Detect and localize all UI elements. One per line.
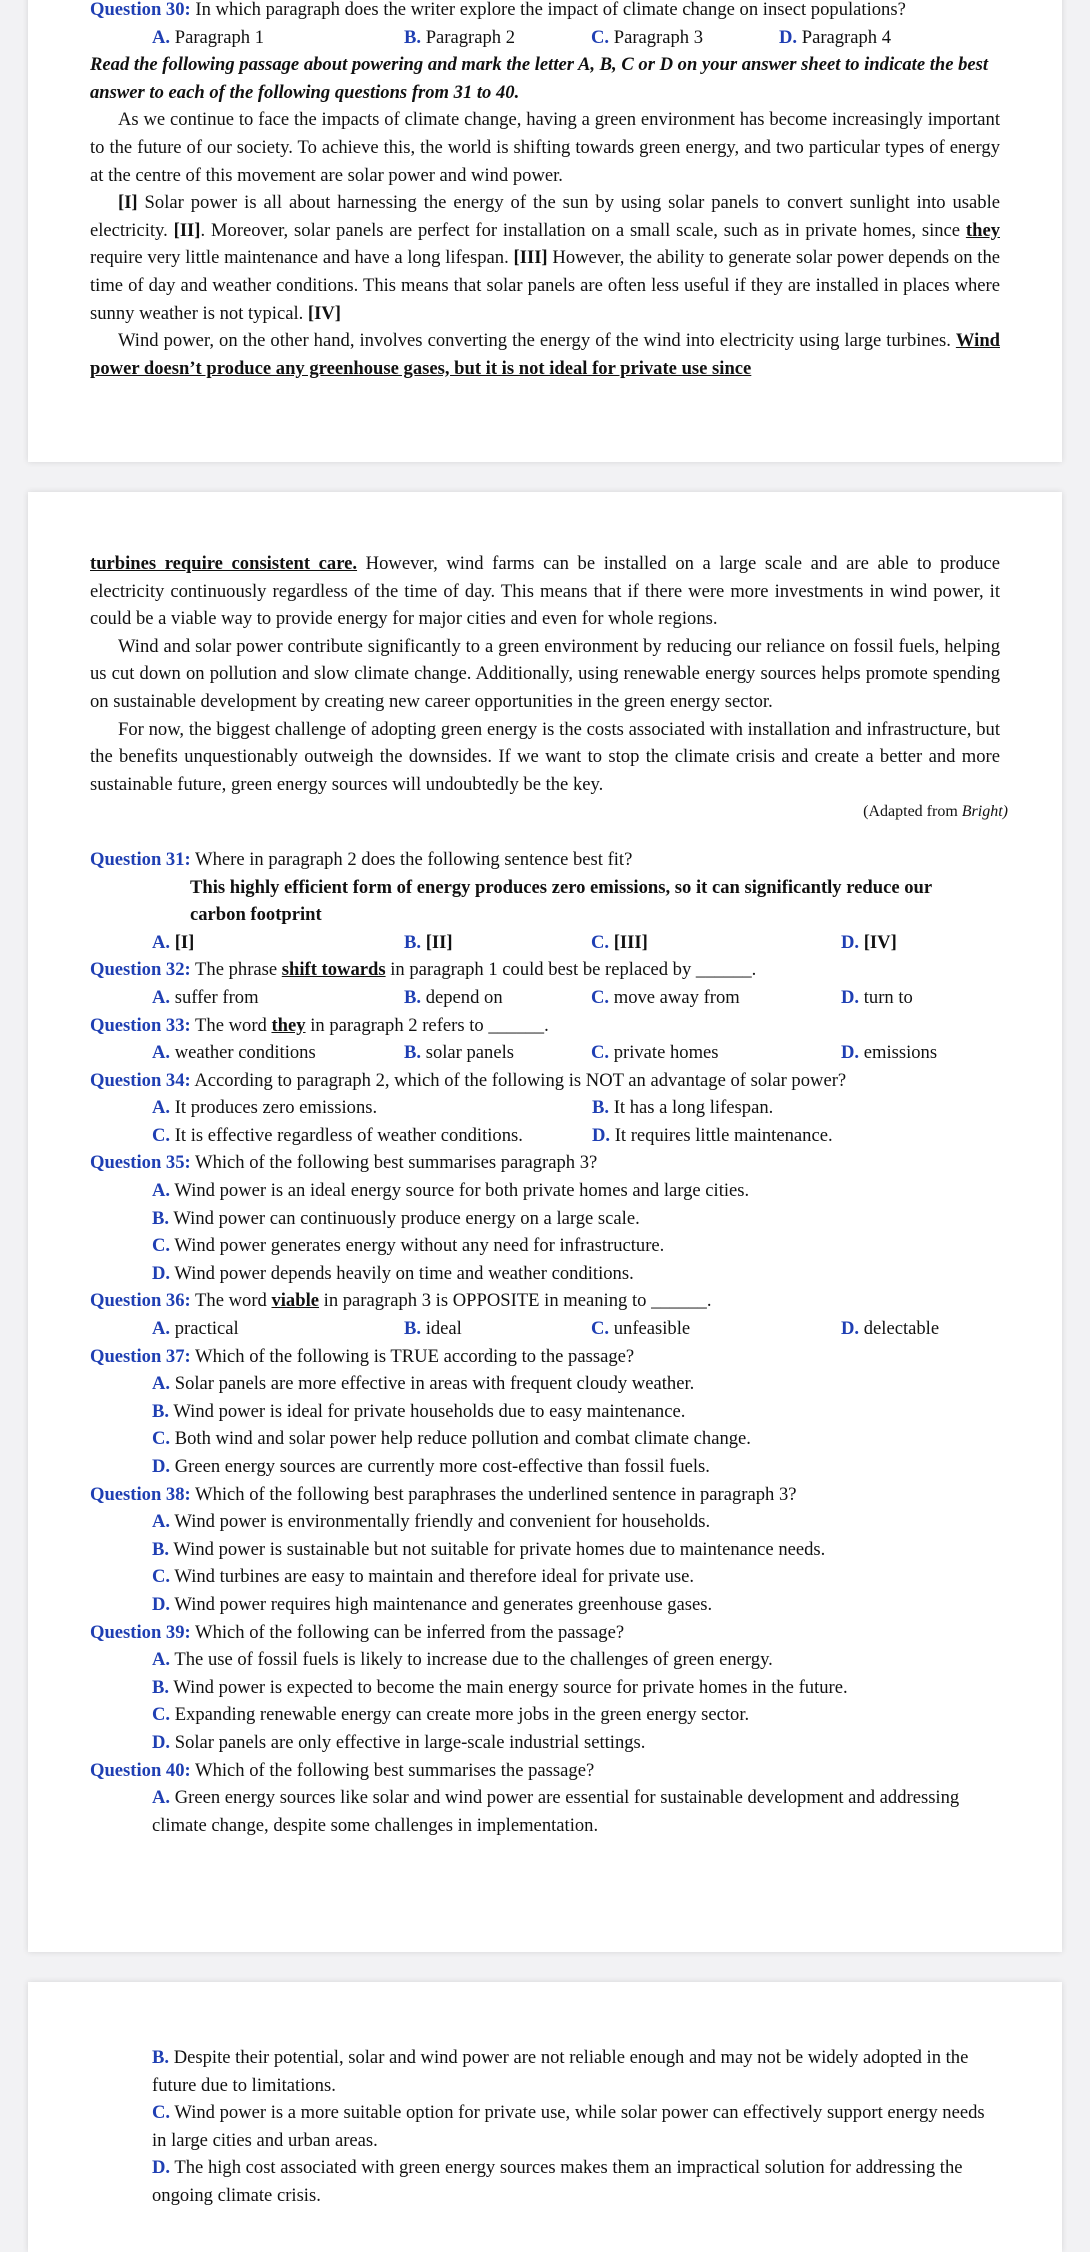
question-38: Question 38: Which of the following best paraphrases the underlined sentence in paragraph 3?: [90, 1483, 797, 1505]
q31-insert-sentence: This highly efficient form of energy produces zero emissions, so it can significantly reduce our carbon footprint: [190, 876, 932, 926]
question-39: Question 39: Which of the following can be inferred from the passage?: [90, 1621, 625, 1643]
q40-option-c[interactable]: C. Wind power is a more suitable option for private use, while solar power can effectively support energy needs in large cities and urban areas.: [152, 2102, 985, 2151]
q31-option-a[interactable]: A. [I]: [152, 931, 195, 953]
q31-options: [90, 929, 1000, 957]
q36-option-c[interactable]: C. unfeasible: [591, 1318, 691, 1340]
page-2: [28, 492, 1062, 1952]
q34-option-b[interactable]: B. It has a long lifespan.: [592, 1097, 774, 1119]
q35-option-b[interactable]: B. Wind power can continuously produce energy on a large scale.: [152, 1207, 640, 1229]
question-32: Question 32: The phrase shift towards in paragraph 1 could best be replaced by ______.: [90, 959, 757, 981]
q39-option-a[interactable]: A. The use of fossil fuels is likely to increase due to the challenges of green energy.: [152, 1649, 773, 1671]
question-30: Question 30: In which paragraph does the writer explore the impact of climate change on insect populations?: [90, 0, 906, 20]
q33-options: [90, 1039, 1000, 1067]
q34-options-row-1: [90, 1094, 1000, 1122]
q37-option-b[interactable]: B. Wind power is ideal for private households due to easy maintenance.: [152, 1400, 686, 1422]
q36-options: [90, 1315, 1000, 1343]
q36-option-a[interactable]: A. practical: [152, 1318, 239, 1340]
q33-option-c[interactable]: C. private homes: [591, 1042, 719, 1064]
q30-option-a[interactable]: A. Paragraph 1: [152, 26, 265, 48]
q31-option-c[interactable]: C. [III]: [591, 931, 648, 953]
q32-option-b[interactable]: B. depend on: [404, 986, 503, 1008]
q34-option-c[interactable]: C. It is effective regardless of weather conditions.: [152, 1124, 523, 1146]
q40-option-d[interactable]: D. The high cost associated with green energy sources makes them an impractical solution for addressing the ongoing climate crisis.: [152, 2157, 963, 2206]
q40-option-b[interactable]: B. Despite their potential, solar and wind power are not reliable enough and may not be widely adopted in the future due to limitations.: [152, 2047, 969, 2096]
q33-option-d[interactable]: D. emissions: [841, 1042, 938, 1064]
q33-option-b[interactable]: B. solar panels: [404, 1042, 515, 1064]
q36-option-d[interactable]: D. delectable: [841, 1318, 940, 1340]
q32-option-d[interactable]: D. turn to: [841, 986, 913, 1008]
q37-option-c[interactable]: C. Both wind and solar power help reduce pollution and combat climate change.: [152, 1428, 751, 1450]
q31-option-d[interactable]: D. [IV]: [841, 931, 897, 953]
question-40: Question 40: Which of the following best summarises the passage?: [90, 1759, 595, 1781]
q30-option-d[interactable]: D. Paragraph 4: [779, 26, 892, 48]
q34-options-row-2: [90, 1122, 1000, 1150]
question-35: Question 35: Which of the following best summarises paragraph 3?: [90, 1152, 598, 1174]
q39-option-b[interactable]: B. Wind power is expected to become the main energy source for private homes in the future.: [152, 1676, 848, 1698]
q35-option-a[interactable]: A. Wind power is an ideal energy source for both private homes and large cities.: [152, 1180, 750, 1202]
page-1: [28, 0, 1062, 462]
source-citation: (Adapted from Bright): [863, 803, 1008, 821]
question-31: Question 31: Where in paragraph 2 does the following sentence best fit?: [90, 848, 633, 870]
passage-paragraph-5: For now, the biggest challenge of adopting green energy is the costs associated with installation and infrastructure, but the benefits unquestionably outweigh the downsides. If we want to stop the climate crisis and create a better and more sustainable future, green energy sources will undoubtedly be the key.: [90, 718, 1000, 795]
underlined-they: they: [965, 219, 1000, 241]
q37-option-a[interactable]: A. Solar panels are more effective in areas with frequent cloudy weather.: [152, 1373, 695, 1395]
q34-option-d[interactable]: D. It requires little maintenance.: [592, 1124, 833, 1146]
question-33: Question 33: The word they in paragraph 2 refers to ______.: [90, 1014, 549, 1036]
q30-options: [90, 24, 1000, 52]
q38-option-d[interactable]: D. Wind power requires high maintenance and generates greenhouse gases.: [152, 1593, 713, 1615]
q37-option-d[interactable]: D. Green energy sources are currently more cost-effective than fossil fuels.: [152, 1456, 710, 1477]
passage-paragraph-2: [I] Solar power is all about harnessing the energy of the sun by using solar panels to convert sunlight into usable electricity. [II]. Moreover, solar panels are perfect for installation on a small scale, such as in private homes, since they require very little maintenance and have a long lifespan. [III] However, the ability to generate solar power depends on the time of day and weather conditions. This means that solar panels are often less useful if they are installed in places where sunny weather is not typical. [IV]: [90, 192, 1000, 324]
q31-option-b[interactable]: B. [II]: [404, 931, 453, 953]
q38-option-b[interactable]: B. Wind power is sustainable but not suitable for private homes due to maintenance needs.: [152, 1538, 826, 1560]
q34-option-a[interactable]: A. It produces zero emissions.: [152, 1097, 378, 1119]
underlined-sentence-part-1: Wind power doesn’t produce any greenhouse gases, but it is not ideal for private use since: [90, 330, 1000, 379]
q33-option-a[interactable]: A. weather conditions: [152, 1042, 316, 1064]
q32-options: [90, 984, 1000, 1012]
q32-option-a[interactable]: A. suffer from: [152, 986, 259, 1008]
q38-option-c[interactable]: C. Wind turbines are easy to maintain and therefore ideal for private use.: [152, 1566, 695, 1588]
q39-option-c[interactable]: C. Expanding renewable energy can create more jobs in the green energy sector.: [152, 1704, 750, 1726]
q30-option-c[interactable]: C. Paragraph 3: [591, 26, 704, 48]
question-34: Question 34: According to paragraph 2, which of the following is NOT an advantage of solar power?: [90, 1069, 847, 1091]
passage-paragraph-3-start: Wind power, on the other hand, involves converting the energy of the wind into electricity using large turbines. Wind power doesn’t produce any greenhouse gases, but it is not ideal for private use since: [90, 330, 1000, 379]
q38-option-a[interactable]: A. Wind power is environmentally friendly and convenient for households.: [152, 1511, 711, 1533]
passage-paragraph-4: Wind and solar power contribute significantly to a green environment by reducing our reliance on fossil fuels, helping us cut down on pollution and slow climate change. Additionally, using renewable energy sources helps promote spending on sustainable development by creating new career opportunities in the green energy sector.: [90, 635, 1000, 712]
passage-paragraph-1: As we continue to face the impacts of climate change, having a green environment has become increasingly important to the future of our society. To achieve this, the world is shifting towards green energy, and two particular types of energy at the centre of this movement are solar power and wind power.: [90, 109, 1000, 186]
underlined-sentence-part-2: turbines require consistent care.: [90, 553, 358, 574]
instructions: Read the following passage about powering and mark the letter A, B, C or D on your answer sheet to indicate the best answer to each of the following questions from 31 to 40.: [90, 54, 989, 103]
q35-option-d[interactable]: D. Wind power depends heavily on time and weather conditions.: [152, 1262, 634, 1284]
page-3: [28, 1982, 1062, 2252]
q35-option-c[interactable]: C. Wind power generates energy without any need for infrastructure.: [152, 1235, 665, 1257]
passage-paragraph-3-end: turbines require consistent care. However, wind farms can be installed on a large scale and are able to produce electricity continuously regardless of the time of day. This means that if there were more investments in wind power, it could be a viable way to provide energy for major cities and even for whole regions.: [90, 553, 1001, 630]
q30-option-b[interactable]: B. Paragraph 2: [404, 26, 516, 48]
q32-option-c[interactable]: C. move away from: [591, 986, 740, 1008]
question-37: Question 37: Which of the following is TRUE according to the passage?: [90, 1345, 635, 1367]
q36-option-b[interactable]: B. ideal: [404, 1318, 462, 1340]
question-36: Question 36: The word viable in paragraph 3 is OPPOSITE in meaning to ______.: [90, 1290, 712, 1312]
q40-option-a[interactable]: A. Green energy sources like solar and wind power are essential for sustainable development and addressing climate change, despite some challenges in implementation.: [152, 1787, 960, 1836]
q39-option-d[interactable]: D. Solar panels are only effective in large-scale industrial settings.: [152, 1731, 646, 1753]
